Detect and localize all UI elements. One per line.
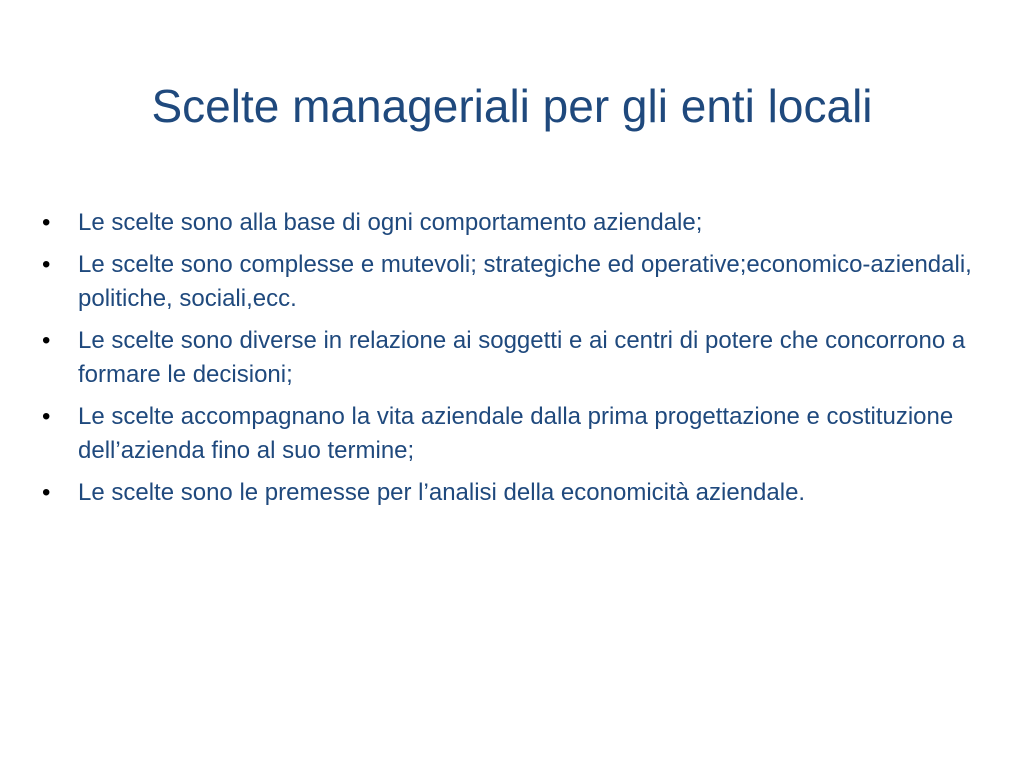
list-item <box>42 400 992 468</box>
bullet-text: Le scelte sono diverse in relazione ai soggetti e ai centri di potere che concorrono a formare le decisioni; <box>78 327 966 388</box>
bullet-text: Le scelte sono complesse e mutevoli; strategiche ed operative;economico-aziendali, politiche, sociali,ecc. <box>78 251 972 312</box>
bullet-icon: • <box>42 403 51 430</box>
bullet-text: Le scelte sono le premesse per l’analisi della economicità aziendale. <box>78 479 806 506</box>
bullet-icon: • <box>42 327 51 354</box>
bullet-icon: • <box>42 479 51 506</box>
list-item <box>42 476 992 510</box>
bullet-text: Le scelte accompagnano la vita aziendale dalla prima progettazione e costituzione dell’azienda fino al suo termine; <box>78 403 954 464</box>
list-item <box>42 206 992 240</box>
bullet-list <box>42 206 992 518</box>
bullet-icon: • <box>42 251 51 278</box>
slide-title: Scelte manageriali per gli enti locali <box>151 80 873 132</box>
bullet-text: Le scelte sono alla base di ogni comportamento aziendale; <box>78 209 703 236</box>
bullet-icon: • <box>42 209 51 236</box>
list-item <box>42 324 992 392</box>
list-item <box>42 248 992 316</box>
